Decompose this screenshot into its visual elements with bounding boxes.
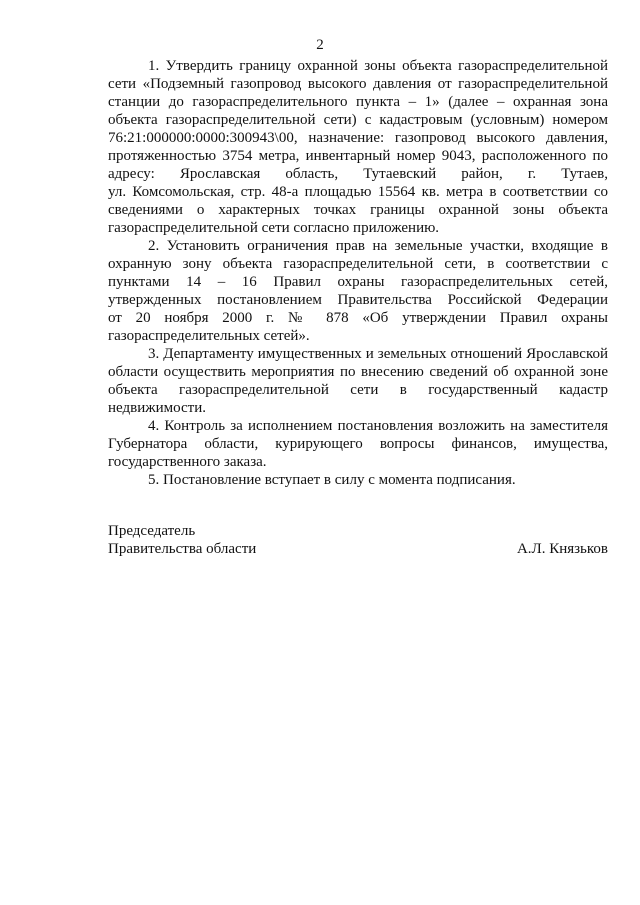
paragraph-line: объекта газораспределительной сети в государственный кадастр — [108, 382, 608, 398]
paragraph-1 — [108, 57, 608, 237]
signatory-position-line-2: Правительства области — [108, 541, 257, 557]
paragraph-line: 76:21:000000:0000:300943\00, назначение: газопровод высокого давления, — [108, 130, 608, 146]
paragraph-line: 4. Контроль за исполнением постановления возложить на заместителя — [148, 418, 608, 434]
paragraph-line: ул. Комсомольская, стр. 48-а площадью 15564 кв. метра в соответствии со — [108, 184, 608, 200]
signatory-name: А.Л. Князьков — [516, 541, 608, 557]
paragraph-line: 2. Установить ограничения прав на земельные участки, входящие в — [148, 238, 608, 254]
paragraph-line: Губернатора области, курирующего вопросы финансов, имущества, — [108, 436, 608, 452]
paragraph-line: объекта газораспределительной сети) с кадастровым (условным) номером — [108, 112, 608, 128]
paragraph-line: протяженностью 3754 метра, инвентарный номер 9043, расположенного по — [108, 148, 608, 164]
paragraph-line: государственного заказа. — [108, 454, 267, 470]
paragraph-line: газораспределительной сети согласно приложению. — [108, 220, 440, 236]
paragraph-line: адресу: Ярославская область, Тутаевский район, г. Тутаев, — [108, 166, 608, 182]
paragraph-5 — [108, 471, 608, 489]
page-number: 2 — [316, 37, 324, 53]
signatory-position-line-1: Председатель — [108, 523, 196, 539]
paragraph-line: 5. Постановление вступает в силу с момента подписания. — [148, 472, 516, 488]
paragraph-line: области осуществить мероприятия по внесению сведений об охранной зоне — [108, 364, 608, 380]
paragraph-3 — [108, 345, 608, 417]
paragraph-line: утвержденных постановлением Правительства Российской Федерации — [108, 292, 608, 308]
paragraph-line: станции до газораспределительного пункта – 1» (далее – охранная зона — [108, 94, 608, 110]
paragraph-4 — [108, 417, 608, 471]
paragraph-line: охранную зону объекта газораспределительной сети, в соответствии с — [108, 256, 608, 272]
paragraph-line: от 20 ноября 2000 г. № 878 «Об утверждении Правил охраны — [108, 310, 608, 326]
paragraph-line: сведениями о характерных точках границы охранной зоны объекта — [108, 202, 608, 218]
paragraph-2 — [108, 237, 608, 345]
paragraph-line: газораспределительных сетей». — [108, 328, 310, 344]
paragraph-line: 1. Утвердить границу охранной зоны объекта газораспределительной — [148, 58, 608, 74]
signature-row — [108, 540, 608, 558]
document-body — [108, 57, 608, 489]
paragraph-line: пунктами 14 – 16 Правил охраны газораспределительных сетей, — [108, 274, 608, 290]
paragraph-line: сети «Подземный газопровод высокого давления от газораспределительной — [108, 76, 608, 92]
paragraph-line: недвижимости. — [108, 400, 206, 416]
paragraph-line: 3. Департаменту имущественных и земельных отношений Ярославской — [148, 346, 608, 362]
signature-block — [108, 522, 608, 558]
